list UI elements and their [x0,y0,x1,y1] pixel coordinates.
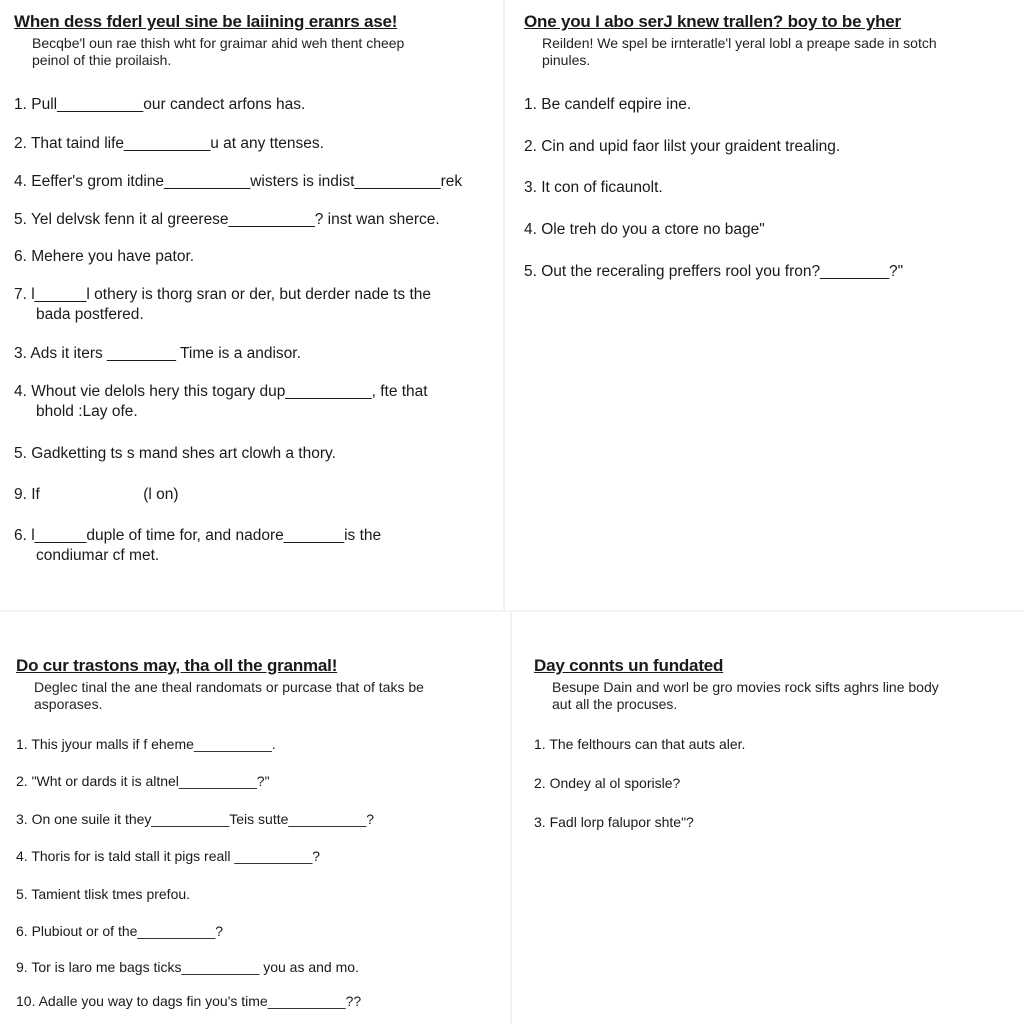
intro-line: pinules. [542,52,591,68]
worksheet-bottom-right [534,656,1004,830]
worksheet-top-right [524,12,1004,280]
intro-line: Deglec tinal the ane theal randomats or purcase that of taks be [34,679,424,695]
section-intro [552,679,1004,713]
exercise-item: 5. Out the receraling preffers rool you fron?________?" [524,263,904,280]
row-divider [0,610,1024,612]
exercise-item: 1. The felthours can that auts aler. [534,736,746,752]
exercise-item-continued: bada postfered. [36,306,144,323]
exercise-item: 9. If (l on) [14,486,179,503]
exercise-item: 9. Tor is laro me bags ticks__________ you as and mo. [16,959,359,975]
intro-line: Becqbe'l oun rae thish wht for graimar ahid weh thent cheep [32,35,405,51]
exercise-item: 3. On one suile it they__________Teis sutte__________? [16,811,375,827]
exercise-item: 4. Eeffer's grom itdine__________wisters is indist__________rek [14,173,463,190]
exercise-item: 10. Adalle you way to dags fin you's time__________?? [16,993,362,1009]
column-divider-bottom [510,612,512,1024]
intro-line: aut all the procuses. [552,696,678,712]
section-intro [32,35,494,69]
exercise-item: 1. This jyour malls if f eheme__________. [16,736,276,752]
exercise-item: 3. It con of ficaunolt. [524,179,663,196]
section-title: Do cur trastons may, tha oll the granmal! [16,656,338,675]
exercise-item-continued: condiumar cf met. [36,547,160,564]
worksheet-top-left [14,12,494,564]
worksheet-bottom-left [16,656,496,1009]
exercise-item: 3. Fadl lorp falupor shte"? [534,814,694,830]
section-title: One you I abo serJ knew trallen? boy to be yher [524,12,901,31]
exercise-item: 1. Pull__________our candect arfons has. [14,96,306,113]
exercise-item: 2. Ondey al ol sporisle? [534,775,681,791]
exercise-item: 6. l______duple of time for, and nadore_______is the [14,527,382,544]
exercise-item: 5. Tamient tlisk tmes prefou. [16,886,191,902]
exercise-item: 5. Gadketting ts s mand shes art clowh a thory. [14,445,336,462]
intro-line: Besupe Dain and worl be gro movies rock sifts aghrs line body [552,679,939,695]
exercise-item: 2. That taind life__________u at any ttenses. [14,135,324,152]
section-intro [542,35,1004,69]
exercise-item: 1. Be candelf eqpire ine. [524,96,692,113]
intro-line: peinol of thie proilaish. [32,52,172,68]
exercise-item-continued: bhold :Lay ofe. [36,403,138,420]
exercise-item: 6. Plubiout or of the__________? [16,923,224,939]
section-intro [34,679,496,713]
column-divider-top [503,0,505,610]
exercise-item: 6. Mehere you have pator. [14,248,195,265]
exercise-item: 4. Ole treh do you a ctore no bage" [524,221,765,238]
exercise-item: 5. Yel delvsk fenn it al greerese__________? inst wan sherce. [14,211,440,228]
exercise-item: 2. "Wht or dards it is altnel__________?" [16,773,270,789]
section-title: Day connts un fundated [534,656,724,675]
intro-line: asporases. [34,696,103,712]
exercise-item: 4. Thoris for is tald stall it pigs reall __________? [16,848,321,864]
exercise-item: 3. Ads it iters ________ Time is a andisor. [14,345,301,362]
exercise-item: 2. Cin and upid faor lilst your graident trealing. [524,138,841,155]
exercise-item: 4. Whout vie delols hery this togary dup__________, fte that [14,383,428,400]
intro-line: Reilden! We spel be irnteratle'l yeral lobl a preape sade in sotch [542,35,937,51]
section-title: When dess fderl yeul sine be laiining eranrs ase! [14,12,398,31]
exercise-item: 7. l______l othery is thorg sran or der, but derder nade ts the [14,286,432,303]
